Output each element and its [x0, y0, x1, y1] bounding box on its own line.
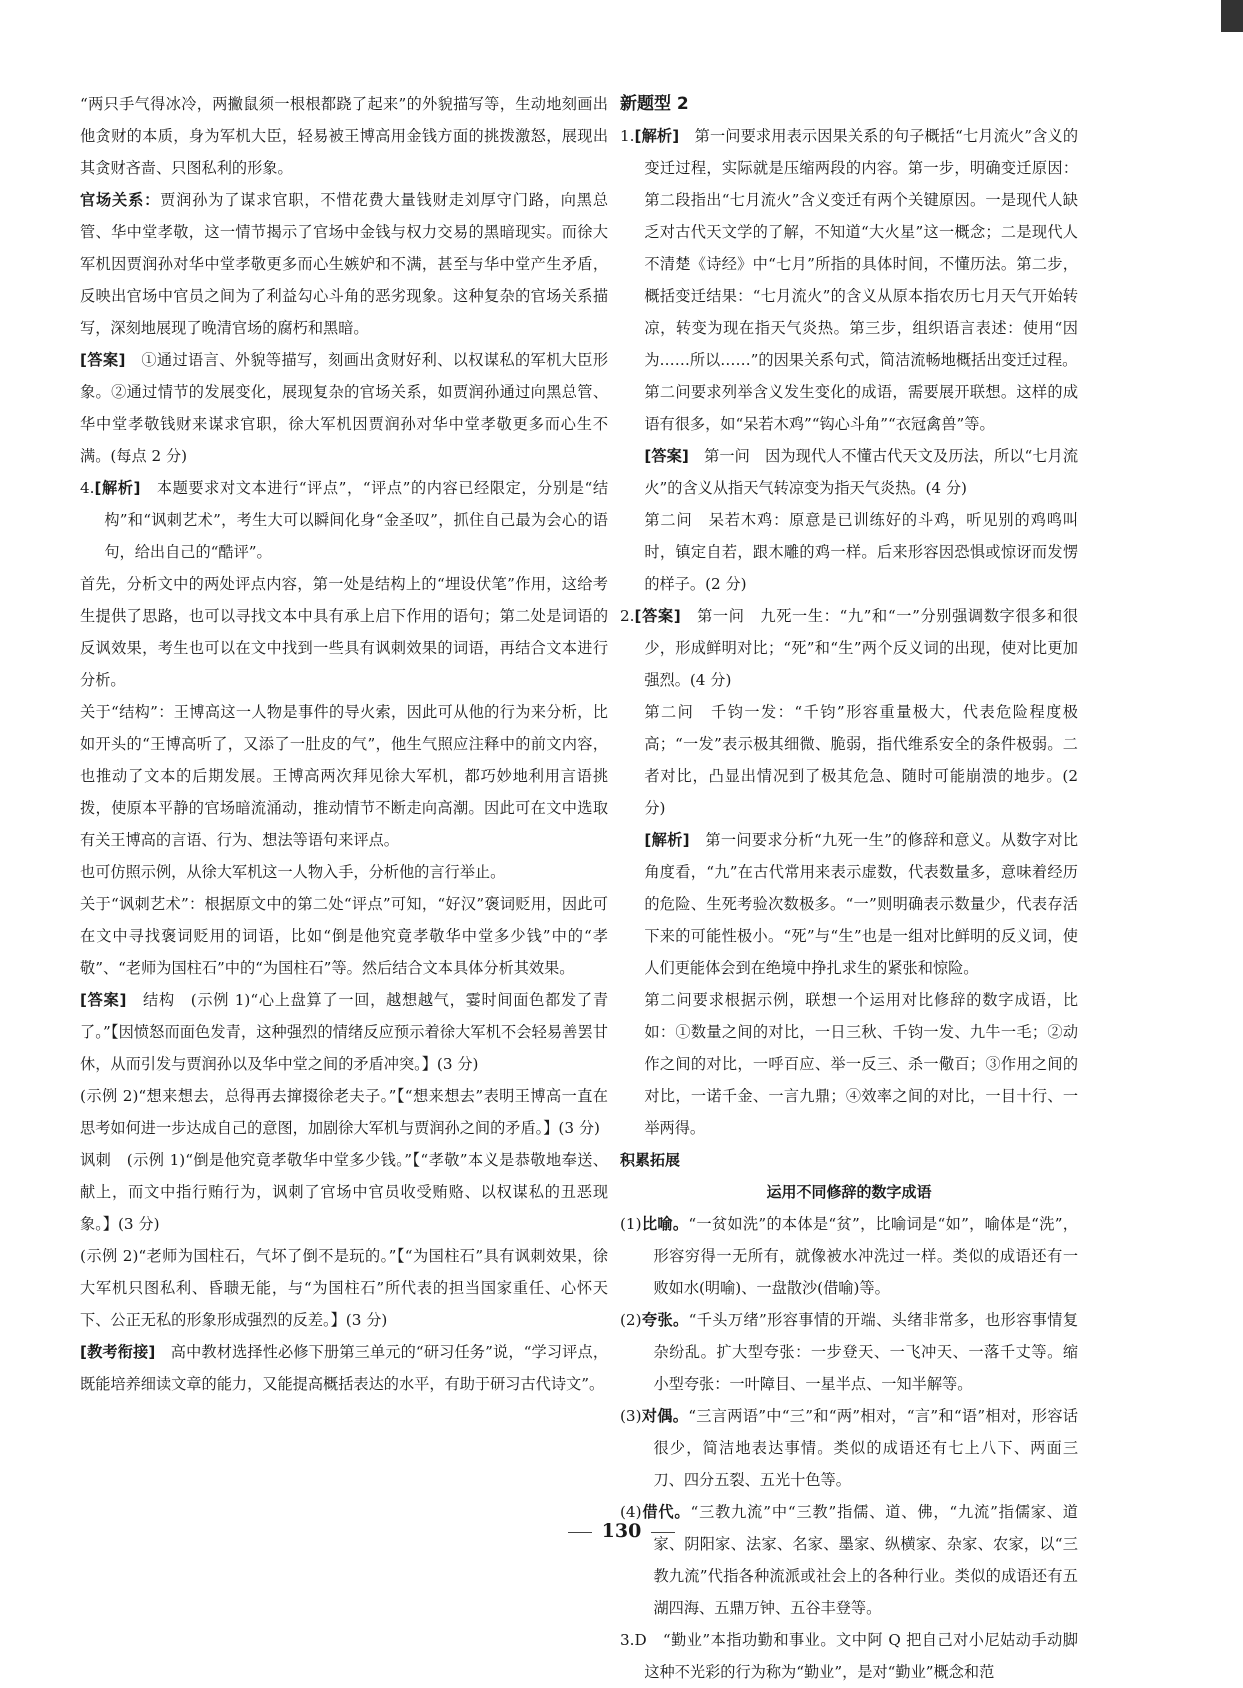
analysis-tag: [解析]: [94, 479, 141, 497]
footer-dash-right: [651, 1532, 675, 1533]
item-label: 比喻。: [641, 1215, 689, 1233]
extension-item: [620, 1304, 1078, 1400]
item-text: “千头万绪”形容事情的开端、头绪非常多，也形容事情复杂纷乱。扩大型夸张：一步登天、一飞冲天、一落千丈等。缩小型夸张：一叶障目、一星半点、一知半解等。: [653, 1311, 1079, 1393]
question-number: 4.: [80, 479, 95, 497]
answer-text: 结构 (示例 1)“心上盘算了一回，越想越气，霎时间面色都发了青了。”【因愤怒而面色发青，这种强烈的情绪反应预示着徐大军机不会轻易善罢甘休，从而引发与贾润孙以及华中堂之间的矛盾冲突。】(3 分): [80, 991, 609, 1073]
answer-text: 第一问 九死一生：“九”和“一”分别强调数字很多和很少，形成鲜明对比；“死”和“生”两个反义词的出现，使对比更加强烈。(4 分): [644, 607, 1079, 689]
extension-title: 运用不同修辞的数字成语: [766, 1183, 932, 1201]
paragraph: 讽刺 (示例 1)“倒是他究竟孝敬华中堂多少钱。”【“孝敬”本义是恭敬地奉送、献上，而文中指行贿行为，讽刺了官场中官员收受贿赂、以权谋私的丑恶现象。】(3 分): [80, 1151, 608, 1233]
teaching-link-paragraph: [80, 1336, 608, 1400]
answer-paragraph: [80, 344, 608, 472]
page-number: 130: [601, 1520, 642, 1542]
answer-text: 第一问 因为现代人不懂古代天文及历法，所以“七月流火”的含义从指天气转凉变为指天气炎热。(4 分): [644, 447, 1079, 497]
item-text: “一贫如洗”的本体是“贫”，比喻词是“如”，喻体是“洗”，形容穷得一无所有，就像被水冲洗过一样。类似的成语还有一败如水(明喻)、一盘散沙(借喻)等。: [653, 1215, 1078, 1297]
question-number: 2.: [620, 607, 635, 625]
answer-text: D “勤业”本指功勤和事业。文中阿 Q 把自己对小尼姑动手动脚这种不光彩的行为称为“勤业”，是对“勤业”概念和范: [634, 1631, 1078, 1681]
answer-text: ①通过语言、外貌等描写，刻画出贪财好利、以权谋私的军机大臣形象。②通过情节的发展变化，展现复杂的官场关系，如贾润孙通过向黑总管、华中堂孝敬钱财来谋求官职，徐大军机因贾润孙对华中堂孝敬更多而心生不满。(每点 2 分): [80, 351, 609, 465]
paragraph: 第二问要求列举含义发生变化的成语，需要展开联想。这样的成语有很多，如“呆若木鸡”“钩心斗角”“衣冠禽兽”等。: [644, 383, 1078, 433]
item-label: 夸张。: [641, 1311, 689, 1329]
extension-item: [620, 1400, 1078, 1496]
question-number: 3.: [620, 1631, 635, 1649]
paragraph: (示例 2)“想来想去，总得再去撺掇徐老夫子。”【“想来想去”表明王博高一直在思考如何进一步达成自己的意图，加剧徐大军机与贾润孙之间的矛盾。】(3 分): [80, 1087, 608, 1137]
footer-dash-left: [568, 1532, 592, 1533]
answer-tag: [答案]: [644, 447, 689, 465]
paragraph: 关于“讽刺艺术”：根据原文中的第二处“评点”可知，“好汉”褒词贬用，因此可在文中寻找褒词贬用的词语，比如“倒是他究竟孝敬华中堂多少钱”中的“孝敬”、“老师为国柱石”中的“为国柱石”等。然后结合文本具体分析其效果。: [80, 895, 608, 977]
official-relations-paragraph: [80, 184, 608, 344]
analysis-text: 本题要求对文本进行“评点”，“评点”的内容已经限定，分别是“结构”和“讽刺艺术”，考生大可以瞬间化身“金圣叹”，抓住自己最为会心的语句，给出自己的“酷评”。: [104, 479, 609, 561]
paragraph: 第二问 千钧一发：“千钧”形容重量极大，代表危险程度极高；“一发”表示极其细微、脆弱，指代维系安全的条件极弱。二者对比，凸显出情况到了极其危急、随时可能崩溃的地步。(2 分): [644, 703, 1078, 817]
paragraph: 首先，分析文中的两处评点内容，第一处是结构上的“埋设伏笔”作用，这给考生提供了思路，也可以寻找文本中具有承上启下作用的语句；第二处是词语的反讽效果，考生也可以在文中找到一些具有讽刺效果的词语，再结合文本进行分析。: [80, 575, 608, 689]
official-relations-label: 官场关系：: [80, 191, 161, 209]
analysis-tag: [解析]: [644, 831, 690, 849]
scan-corner-mark: [1221, 0, 1243, 32]
answer-paragraph: [620, 440, 1078, 504]
item-number: (3): [620, 1407, 642, 1425]
item-number: (4): [620, 1503, 642, 1521]
paragraph: (示例 2)“老师为国柱石，气坏了倒不是玩的。”【“为国柱石”具有讽刺效果，徐大军机只图私利、昏聩无能，与“为国柱石”所代表的担当国家重任、心怀天下、公正无私的形象形成强烈的反差。】(3 分): [80, 1247, 608, 1329]
analysis-text: 第一问要求用表示因果关系的句子概括“七月流火”含义的变迁过程，实际就是压缩两段的内容。第一步，明确变迁原因：第二段指出“七月流火”含义变迁有两个关键原因。一是现代人缺乏对古代天文学的了解，不知道“大火星”这一概念；二是现代人不清楚《诗经》中“七月”所指的具体时间，不懂历法。第二步，概括变迁结果：“七月流火”的含义从原本指农历七月天气开始转凉，转变为现在指天气炎热。第三步，组织语言表述：使用“因为……所以……”的因果关系句式，简洁流畅地概括出变迁过程。: [644, 127, 1079, 369]
analysis-text: 第一问要求分析“九死一生”的修辞和意义。从数字对比角度看，“九”在古代常用来表示虚数，代表数量多，意味着经历的危险、生死考验次数极多。“一”则明确表示数量少，代表存活下来的可能性极小。“死”与“生”也是一组对比鲜明的反义词，使人们更能体会到在绝境中挣扎求生的紧张和惊险。: [644, 831, 1079, 977]
paragraph: 关于“结构”：王博高这一人物是事件的导火索，因此可从他的行为来分析，比如开头的“王博高听了，又添了一肚皮的气”，他生气照应注释中的前文内容，也推动了文本的后期发展。王博高两次拜见徐大军机，都巧妙地利用言语挑拨，使原本平静的官场暗流涌动，推动情节不断走向高潮。因此可在文中选取有关王博高的言语、行为、想法等语句来评点。: [80, 703, 608, 849]
paragraph-text: 贾润孙为了谋求官职，不惜花费大量钱财走刘厚守门路，向黑总管、华中堂孝敬，这一情节揭示了官场中金钱与权力交易的黑暗现实。而徐大军机因贾润孙对华中堂孝敬更多而心生嫉妒和不满，甚至与华中堂产生矛盾，反映出官场中官员之间为了利益勾心斗角的恶劣现象。这种复杂的官场关系描写，深刻地展现了晚清官场的腐朽和黑暗。: [80, 191, 609, 337]
answer-paragraph: [80, 984, 608, 1080]
answer-tag: [答案]: [80, 351, 126, 369]
section-heading: 新题型 2: [620, 94, 689, 114]
paragraph: “两只手气得冰冷，两撇鼠须一根根都跷了起来”的外貌描写等，生动地刻画出他贪财的本质，身为军机大臣，轻易被王博高用金钱方面的挑拨激怒，展现出其贪财吝啬、只图私利的形象。: [80, 95, 608, 177]
question-1-analysis: [620, 120, 1078, 376]
left-column: [80, 88, 608, 1400]
question-4-analysis: [80, 472, 608, 568]
extension-heading: 积累拓展: [620, 1151, 681, 1169]
item-text: “三教九流”中“三教”指儒、道、佛，“九流”指儒家、道家、阴阳家、法家、名家、墨家、纵横家、杂家、农家，以“三教九流”代指各种流派或社会上的各种行业。类似的成语还有五湖四海、五鼎万钟、五谷丰登等。: [653, 1503, 1078, 1617]
question-3-answer: [620, 1624, 1078, 1688]
item-text: “三言两语”中“三”和“两”相对，“言”和“语”相对，形容话很少，简洁地表达事情。类似的成语还有七上八下、两面三刀、四分五裂、五光十色等。: [653, 1407, 1078, 1489]
page-footer: [0, 1520, 1243, 1542]
teaching-link-tag: [教考衔接]: [80, 1343, 156, 1361]
extension-item: [620, 1208, 1078, 1304]
analysis-tag: [解析]: [634, 127, 680, 145]
answer-tag: [答案]: [634, 607, 681, 625]
item-label: 对偶。: [641, 1407, 689, 1425]
item-label: 借代。: [641, 1503, 691, 1521]
analysis-paragraph: [620, 824, 1078, 984]
paragraph: 第二问 呆若木鸡：原意是已训练好的斗鸡，听见别的鸡鸣叫时，镇定自若，跟木雕的鸡一样。后来形容因恐惧或惊讶而发愣的样子。(2 分): [644, 511, 1078, 593]
question-2-answer: [620, 600, 1078, 696]
extension-item: [620, 1496, 1078, 1624]
item-number: (2): [620, 1311, 642, 1329]
question-number: 1.: [620, 127, 635, 145]
answer-tag: [答案]: [80, 991, 127, 1009]
paragraph: 也可仿照示例，从徐大军机这一人物入手，分析他的言行举止。: [80, 863, 506, 881]
paragraph: 第二问要求根据示例，联想一个运用对比修辞的数字成语，比如：①数量之间的对比，一日三秋、千钧一发、九牛一毛；②动作之间的对比，一呼百应、举一反三、杀一儆百；③作用之间的对比，一诺千金、一言九鼎；④效率之间的对比，一目十行、一举两得。: [644, 991, 1078, 1137]
right-column: [620, 88, 1078, 1688]
item-number: (1): [620, 1215, 642, 1233]
teaching-link-text: 高中教材选择性必修下册第三单元的“研习任务”说，“学习评点，既能培养细读文章的能力，又能提高概括表达的水平，有助于研习古代诗文”。: [80, 1343, 609, 1393]
